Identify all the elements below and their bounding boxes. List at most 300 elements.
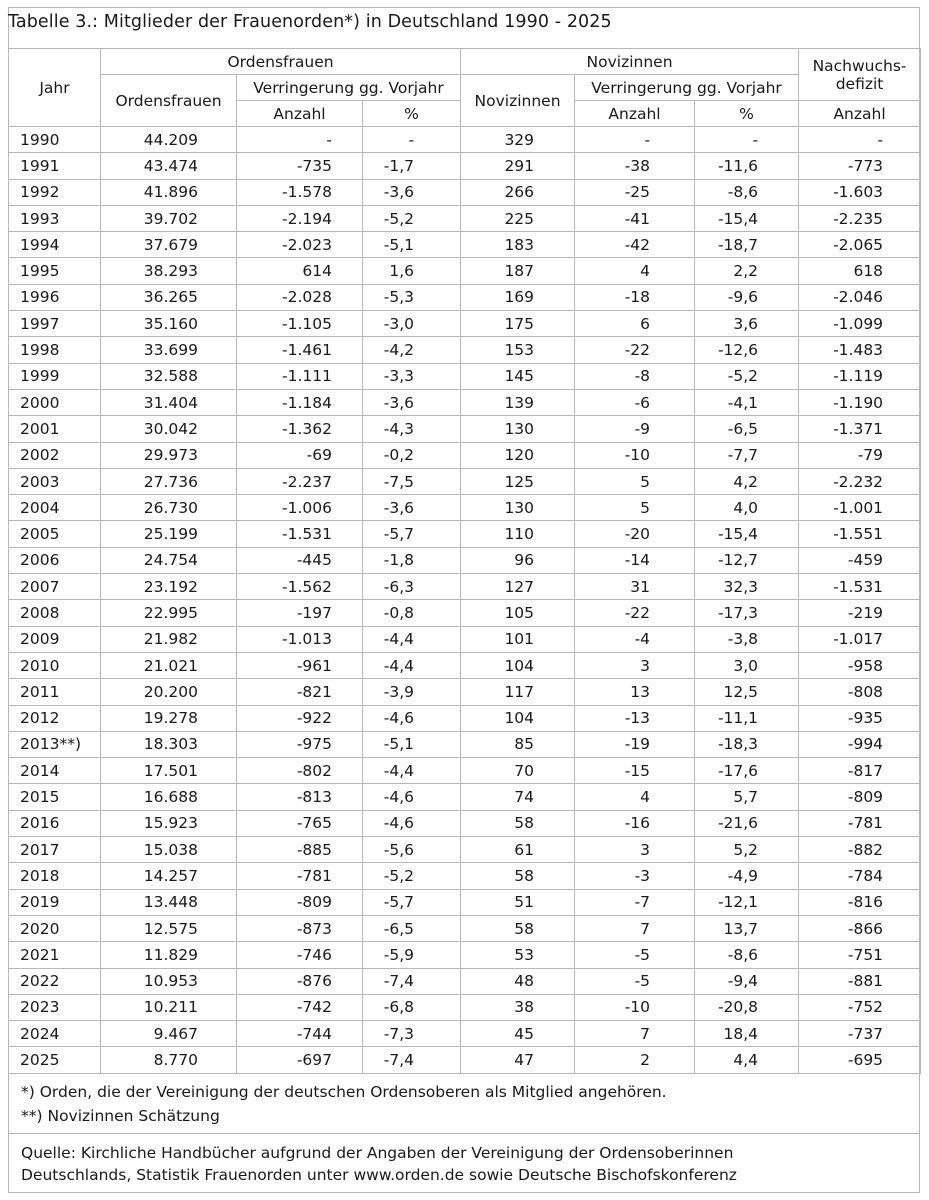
cell-of-anzahl: -961 [237, 652, 363, 678]
cell-nov-anzahl: -15 [575, 758, 695, 784]
cell-defizit: -1.119 [799, 363, 921, 389]
footnote-orden: *) Orden, die der Vereinigung der deutschen Ordensoberen als Mitglied angehören. [21, 1083, 667, 1101]
cell-nov-anzahl: -13 [575, 705, 695, 731]
cell-defizit: -1.483 [799, 337, 921, 363]
cell-jahr: 2000 [9, 389, 101, 415]
cell-of-anzahl: -809 [237, 889, 363, 915]
cell-novizinnen: 187 [461, 258, 575, 284]
cell-nov-anzahl: - [575, 127, 695, 153]
cell-nov-anzahl: 2 [575, 1047, 695, 1073]
cell-jahr: 2011 [9, 679, 101, 705]
cell-ordensfrauen: 14.257 [101, 863, 237, 889]
cell-of-anzahl: -1.013 [237, 626, 363, 652]
cell-of-pct: -0,2 [363, 442, 461, 468]
cell-ordensfrauen: 37.679 [101, 232, 237, 258]
cell-ordensfrauen: 35.160 [101, 311, 237, 337]
table-row [9, 363, 921, 389]
cell-jahr: 1995 [9, 258, 101, 284]
cell-of-pct: -3,3 [363, 363, 461, 389]
cell-nov-pct: -20,8 [695, 994, 799, 1020]
cell-of-pct: -4,3 [363, 416, 461, 442]
cell-ordensfrauen: 24.754 [101, 547, 237, 573]
header-pct-novizinnen: % [695, 101, 799, 127]
cell-ordensfrauen: 20.200 [101, 679, 237, 705]
cell-nov-anzahl: -38 [575, 153, 695, 179]
table-header [9, 49, 921, 127]
source-line-1: Quelle: Kirchliche Handbücher aufgrund der Angaben der Vereinigung der Ordensoberinnen [21, 1144, 734, 1162]
cell-nov-anzahl: -14 [575, 547, 695, 573]
cell-nov-pct: -18,7 [695, 232, 799, 258]
cell-jahr: 2009 [9, 626, 101, 652]
cell-novizinnen: 105 [461, 600, 575, 626]
cell-nov-pct: -8,6 [695, 179, 799, 205]
cell-nov-anzahl: -5 [575, 942, 695, 968]
cell-of-anzahl: -813 [237, 784, 363, 810]
cell-ordensfrauen: 38.293 [101, 258, 237, 284]
footnotes [8, 1072, 920, 1134]
table-row [9, 127, 921, 153]
cell-novizinnen: 183 [461, 232, 575, 258]
cell-jahr: 1990 [9, 127, 101, 153]
cell-of-pct: -3,6 [363, 495, 461, 521]
table-row [9, 600, 921, 626]
cell-ordensfrauen: 39.702 [101, 205, 237, 231]
cell-jahr: 2019 [9, 889, 101, 915]
cell-novizinnen: 58 [461, 915, 575, 941]
cell-jahr: 1994 [9, 232, 101, 258]
cell-nov-pct: -11,1 [695, 705, 799, 731]
cell-jahr: 2012 [9, 705, 101, 731]
cell-nov-anzahl: 4 [575, 258, 695, 284]
cell-defizit: - [799, 127, 921, 153]
cell-of-anzahl: -765 [237, 810, 363, 836]
cell-novizinnen: 110 [461, 521, 575, 547]
cell-novizinnen: 47 [461, 1047, 575, 1073]
cell-novizinnen: 291 [461, 153, 575, 179]
cell-nov-pct: 12,5 [695, 679, 799, 705]
cell-ordensfrauen: 13.448 [101, 889, 237, 915]
table-row [9, 731, 921, 757]
cell-jahr: 2007 [9, 574, 101, 600]
cell-ordensfrauen: 31.404 [101, 389, 237, 415]
cell-defizit: -784 [799, 863, 921, 889]
cell-nov-pct: -18,3 [695, 731, 799, 757]
cell-of-anzahl: -1.111 [237, 363, 363, 389]
cell-ordensfrauen: 19.278 [101, 705, 237, 731]
cell-of-pct: -3,6 [363, 389, 461, 415]
cell-ordensfrauen: 32.588 [101, 363, 237, 389]
cell-of-anzahl: -1.531 [237, 521, 363, 547]
cell-defizit: -751 [799, 942, 921, 968]
table-row [9, 547, 921, 573]
cell-nov-pct: 5,7 [695, 784, 799, 810]
cell-nov-pct: -5,2 [695, 363, 799, 389]
cell-of-anzahl: -1.006 [237, 495, 363, 521]
cell-novizinnen: 104 [461, 705, 575, 731]
cell-nov-anzahl: -25 [575, 179, 695, 205]
cell-of-pct: -4,6 [363, 810, 461, 836]
cell-of-pct: -6,3 [363, 574, 461, 600]
cell-of-pct: -4,4 [363, 652, 461, 678]
cell-nov-pct: 4,4 [695, 1047, 799, 1073]
cell-jahr: 2002 [9, 442, 101, 468]
cell-jahr: 2024 [9, 1021, 101, 1047]
cell-of-pct: -4,6 [363, 784, 461, 810]
cell-novizinnen: 85 [461, 731, 575, 757]
cell-novizinnen: 145 [461, 363, 575, 389]
table-row [9, 284, 921, 310]
header-group-novizinnen: Novizinnen [461, 49, 799, 75]
table-row [9, 810, 921, 836]
statistics-table [8, 48, 921, 1074]
cell-jahr: 2005 [9, 521, 101, 547]
cell-novizinnen: 104 [461, 652, 575, 678]
header-jahr: Jahr [9, 49, 101, 127]
cell-of-anzahl: -2.023 [237, 232, 363, 258]
table-row [9, 574, 921, 600]
cell-ordensfrauen: 10.211 [101, 994, 237, 1020]
cell-of-anzahl: -1.578 [237, 179, 363, 205]
cell-novizinnen: 130 [461, 416, 575, 442]
cell-ordensfrauen: 33.699 [101, 337, 237, 363]
cell-nov-anzahl: -19 [575, 731, 695, 757]
cell-ordensfrauen: 16.688 [101, 784, 237, 810]
header-nachwuchs-line2: defizit [835, 74, 884, 93]
cell-nov-pct: -4,1 [695, 389, 799, 415]
source-note [8, 1134, 920, 1193]
cell-jahr: 2010 [9, 652, 101, 678]
cell-defizit: -752 [799, 994, 921, 1020]
cell-of-anzahl: -1.362 [237, 416, 363, 442]
table-title: Tabelle 3.: Mitglieder der Frauenorden*) in Deutschland 1990 - 2025 [8, 12, 612, 32]
cell-jahr: 2013**) [9, 731, 101, 757]
cell-ordensfrauen: 8.770 [101, 1047, 237, 1073]
cell-defizit: -1.190 [799, 389, 921, 415]
cell-nov-anzahl: -22 [575, 600, 695, 626]
cell-of-anzahl: -445 [237, 547, 363, 573]
cell-novizinnen: 117 [461, 679, 575, 705]
cell-nov-anzahl: 31 [575, 574, 695, 600]
table-row [9, 205, 921, 231]
cell-jahr: 2021 [9, 942, 101, 968]
cell-defizit: -809 [799, 784, 921, 810]
cell-defizit: -1.603 [799, 179, 921, 205]
source-line-2: Deutschlands, Statistik Frauenorden unter www.orden.de sowie Deutsche Bischofskonferenz [21, 1166, 737, 1184]
cell-of-anzahl: -697 [237, 1047, 363, 1073]
cell-nov-anzahl: -10 [575, 442, 695, 468]
table-row [9, 179, 921, 205]
cell-of-pct: -4,6 [363, 705, 461, 731]
cell-jahr: 2015 [9, 784, 101, 810]
header-anzahl-ordensfrauen: Anzahl [237, 101, 363, 127]
table-row [9, 442, 921, 468]
cell-defizit: -817 [799, 758, 921, 784]
cell-nov-anzahl: -7 [575, 889, 695, 915]
cell-nov-pct: -9,6 [695, 284, 799, 310]
cell-of-pct: -5,9 [363, 942, 461, 968]
cell-nov-anzahl: 7 [575, 915, 695, 941]
table-row [9, 758, 921, 784]
table-row [9, 994, 921, 1020]
cell-nov-anzahl: 5 [575, 495, 695, 521]
cell-nov-anzahl: -4 [575, 626, 695, 652]
cell-nov-anzahl: -42 [575, 232, 695, 258]
cell-nov-pct: -12,1 [695, 889, 799, 915]
cell-of-anzahl: -821 [237, 679, 363, 705]
cell-of-pct: - [363, 127, 461, 153]
cell-of-anzahl: -975 [237, 731, 363, 757]
cell-of-anzahl: -876 [237, 968, 363, 994]
cell-of-anzahl: -781 [237, 863, 363, 889]
cell-defizit: -1.551 [799, 521, 921, 547]
cell-nov-pct: 32,3 [695, 574, 799, 600]
cell-jahr: 2017 [9, 837, 101, 863]
cell-of-pct: -1,7 [363, 153, 461, 179]
cell-nov-pct: -6,5 [695, 416, 799, 442]
cell-of-anzahl: -922 [237, 705, 363, 731]
cell-defizit: -737 [799, 1021, 921, 1047]
table-row [9, 1047, 921, 1073]
table-body [9, 127, 921, 1074]
header-nachwuchsdefizit [799, 49, 921, 101]
cell-novizinnen: 70 [461, 758, 575, 784]
header-nachwuchs-line1: Nachwuchs- [812, 56, 907, 75]
cell-of-anzahl: -746 [237, 942, 363, 968]
table-row [9, 652, 921, 678]
table-row [9, 416, 921, 442]
cell-defizit: -808 [799, 679, 921, 705]
cell-novizinnen: 127 [461, 574, 575, 600]
cell-ordensfrauen: 15.923 [101, 810, 237, 836]
cell-nov-pct: 4,2 [695, 468, 799, 494]
cell-nov-pct: -17,3 [695, 600, 799, 626]
cell-defizit: -1.017 [799, 626, 921, 652]
cell-jahr: 2020 [9, 915, 101, 941]
table-row [9, 705, 921, 731]
cell-nov-pct: -7,7 [695, 442, 799, 468]
cell-novizinnen: 58 [461, 810, 575, 836]
cell-nov-pct: -17,6 [695, 758, 799, 784]
cell-defizit: -219 [799, 600, 921, 626]
cell-nov-anzahl: -8 [575, 363, 695, 389]
cell-jahr: 2016 [9, 810, 101, 836]
cell-of-anzahl: -2.237 [237, 468, 363, 494]
cell-of-pct: -1,8 [363, 547, 461, 573]
cell-nov-pct: 5,2 [695, 837, 799, 863]
cell-defizit: -994 [799, 731, 921, 757]
table-row [9, 153, 921, 179]
cell-of-pct: -5,2 [363, 205, 461, 231]
header-novizinnen: Novizinnen [461, 75, 575, 127]
table-row [9, 521, 921, 547]
cell-nov-anzahl: -18 [575, 284, 695, 310]
cell-of-pct: -5,7 [363, 521, 461, 547]
cell-nov-anzahl: 5 [575, 468, 695, 494]
cell-of-anzahl: -802 [237, 758, 363, 784]
cell-nov-anzahl: -20 [575, 521, 695, 547]
cell-of-anzahl: -742 [237, 994, 363, 1020]
cell-jahr: 2022 [9, 968, 101, 994]
cell-nov-pct: 3,6 [695, 311, 799, 337]
cell-novizinnen: 266 [461, 179, 575, 205]
cell-nov-pct: -3,8 [695, 626, 799, 652]
table-row [9, 837, 921, 863]
cell-ordensfrauen: 21.021 [101, 652, 237, 678]
cell-ordensfrauen: 23.192 [101, 574, 237, 600]
cell-jahr: 1999 [9, 363, 101, 389]
cell-nov-pct: -15,4 [695, 521, 799, 547]
table-row [9, 337, 921, 363]
cell-jahr: 1997 [9, 311, 101, 337]
cell-nov-pct: -9,4 [695, 968, 799, 994]
cell-of-pct: -5,7 [363, 889, 461, 915]
cell-nov-pct: -8,6 [695, 942, 799, 968]
cell-defizit: -781 [799, 810, 921, 836]
cell-of-pct: -5,2 [363, 863, 461, 889]
cell-novizinnen: 74 [461, 784, 575, 810]
cell-novizinnen: 58 [461, 863, 575, 889]
cell-of-anzahl: -2.028 [237, 284, 363, 310]
cell-defizit: -695 [799, 1047, 921, 1073]
header-anzahl-novizinnen: Anzahl [575, 101, 695, 127]
cell-novizinnen: 329 [461, 127, 575, 153]
cell-defizit: -958 [799, 652, 921, 678]
cell-novizinnen: 38 [461, 994, 575, 1020]
cell-of-anzahl: -197 [237, 600, 363, 626]
table-row [9, 1021, 921, 1047]
cell-of-anzahl: -885 [237, 837, 363, 863]
cell-ordensfrauen: 43.474 [101, 153, 237, 179]
cell-of-anzahl: -1.562 [237, 574, 363, 600]
cell-defizit: -1.371 [799, 416, 921, 442]
cell-defizit: -1.531 [799, 574, 921, 600]
cell-of-pct: -7,5 [363, 468, 461, 494]
cell-novizinnen: 125 [461, 468, 575, 494]
cell-novizinnen: 139 [461, 389, 575, 415]
cell-of-pct: -4,2 [363, 337, 461, 363]
table-row [9, 968, 921, 994]
cell-defizit: -79 [799, 442, 921, 468]
cell-ordensfrauen: 44.209 [101, 127, 237, 153]
cell-novizinnen: 130 [461, 495, 575, 521]
cell-of-pct: 1,6 [363, 258, 461, 284]
cell-defizit: -1.099 [799, 311, 921, 337]
cell-nov-pct: 18,4 [695, 1021, 799, 1047]
cell-nov-anzahl: -6 [575, 389, 695, 415]
cell-defizit: -881 [799, 968, 921, 994]
table-row [9, 495, 921, 521]
cell-ordensfrauen: 12.575 [101, 915, 237, 941]
cell-jahr: 2006 [9, 547, 101, 573]
cell-jahr: 2008 [9, 600, 101, 626]
cell-novizinnen: 169 [461, 284, 575, 310]
cell-ordensfrauen: 11.829 [101, 942, 237, 968]
cell-of-pct: -3,9 [363, 679, 461, 705]
cell-defizit: -773 [799, 153, 921, 179]
table-row [9, 232, 921, 258]
cell-ordensfrauen: 9.467 [101, 1021, 237, 1047]
cell-of-pct: -0,8 [363, 600, 461, 626]
header-pct-ordensfrauen: % [363, 101, 461, 127]
cell-nov-pct: 3,0 [695, 652, 799, 678]
cell-defizit: -816 [799, 889, 921, 915]
cell-novizinnen: 153 [461, 337, 575, 363]
cell-jahr: 2001 [9, 416, 101, 442]
table-row [9, 942, 921, 968]
cell-novizinnen: 48 [461, 968, 575, 994]
cell-of-anzahl: - [237, 127, 363, 153]
cell-of-pct: -5,1 [363, 232, 461, 258]
cell-ordensfrauen: 22.995 [101, 600, 237, 626]
table-row [9, 626, 921, 652]
cell-of-pct: -4,4 [363, 626, 461, 652]
cell-ordensfrauen: 26.730 [101, 495, 237, 521]
cell-defizit: -2.235 [799, 205, 921, 231]
cell-nov-anzahl: -3 [575, 863, 695, 889]
cell-defizit: -2.065 [799, 232, 921, 258]
cell-of-pct: -7,3 [363, 1021, 461, 1047]
cell-novizinnen: 225 [461, 205, 575, 231]
cell-nov-anzahl: -16 [575, 810, 695, 836]
cell-novizinnen: 101 [461, 626, 575, 652]
cell-of-pct: -3,6 [363, 179, 461, 205]
cell-ordensfrauen: 29.973 [101, 442, 237, 468]
cell-nov-pct: -12,6 [695, 337, 799, 363]
cell-nov-pct: - [695, 127, 799, 153]
cell-of-anzahl: -1.461 [237, 337, 363, 363]
table-row [9, 258, 921, 284]
cell-of-anzahl: -2.194 [237, 205, 363, 231]
cell-novizinnen: 53 [461, 942, 575, 968]
cell-nov-anzahl: 3 [575, 837, 695, 863]
cell-jahr: 2014 [9, 758, 101, 784]
cell-ordensfrauen: 36.265 [101, 284, 237, 310]
cell-of-pct: -6,8 [363, 994, 461, 1020]
cell-of-pct: -7,4 [363, 1047, 461, 1073]
cell-nov-anzahl: 6 [575, 311, 695, 337]
cell-nov-anzahl: 7 [575, 1021, 695, 1047]
table-row [9, 311, 921, 337]
cell-nov-pct: -12,7 [695, 547, 799, 573]
cell-of-pct: -7,4 [363, 968, 461, 994]
cell-nov-anzahl: 13 [575, 679, 695, 705]
cell-of-anzahl: -1.184 [237, 389, 363, 415]
cell-defizit: -882 [799, 837, 921, 863]
cell-ordensfrauen: 17.501 [101, 758, 237, 784]
cell-nov-anzahl: -9 [575, 416, 695, 442]
cell-of-anzahl: -873 [237, 915, 363, 941]
cell-defizit: -2.046 [799, 284, 921, 310]
cell-ordensfrauen: 27.736 [101, 468, 237, 494]
cell-ordensfrauen: 18.303 [101, 731, 237, 757]
cell-defizit: -2.232 [799, 468, 921, 494]
cell-of-anzahl: 614 [237, 258, 363, 284]
cell-ordensfrauen: 21.982 [101, 626, 237, 652]
cell-jahr: 2025 [9, 1047, 101, 1073]
header-verringerung-ordensfrauen: Verringerung gg. Vorjahr [237, 75, 461, 101]
cell-nov-pct: -21,6 [695, 810, 799, 836]
cell-jahr: 2018 [9, 863, 101, 889]
cell-nov-pct: 2,2 [695, 258, 799, 284]
header-group-ordensfrauen: Ordensfrauen [101, 49, 461, 75]
cell-nov-anzahl: -41 [575, 205, 695, 231]
header-verringerung-novizinnen: Verringerung gg. Vorjahr [575, 75, 799, 101]
cell-nov-anzahl: -22 [575, 337, 695, 363]
cell-novizinnen: 120 [461, 442, 575, 468]
cell-of-pct: -5,6 [363, 837, 461, 863]
header-ordensfrauen: Ordensfrauen [101, 75, 237, 127]
cell-nov-anzahl: -10 [575, 994, 695, 1020]
